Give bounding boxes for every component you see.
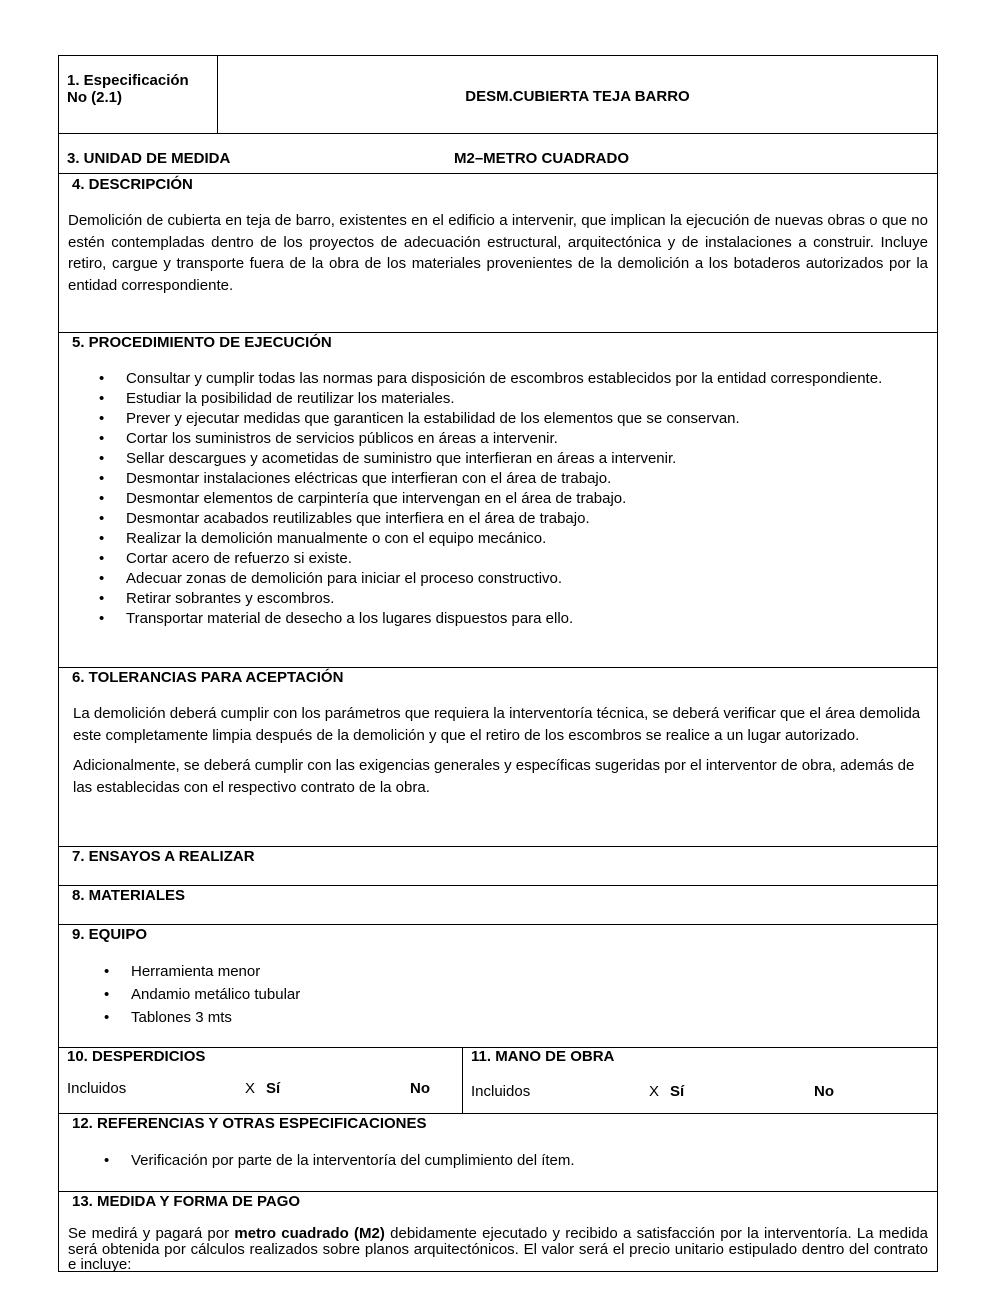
labor-yes-option: Sí — [670, 1083, 685, 1100]
waste-cell — [59, 1048, 463, 1113]
references-section — [59, 1114, 937, 1192]
materials-title: 8. MATERIALES — [72, 887, 186, 904]
references-list — [59, 1151, 928, 1171]
tolerances-title: 6. TOLERANCIAS PARA ACEPTACIÓN — [72, 669, 344, 686]
labor-mark: X — [649, 1083, 660, 1100]
payment-title: 13. MEDIDA Y FORMA DE PAGO — [72, 1193, 301, 1210]
equipment-section — [59, 925, 937, 1048]
list-item: • Consultar y cumplir todas las normas para disposición de escombros establecidos por la entidad correspondiente. — [126, 369, 928, 389]
unit-row — [59, 134, 937, 174]
spec-header-row — [59, 56, 937, 134]
tests-title: 7. ENSAYOS A REALIZAR — [72, 848, 255, 865]
labor-title: 11. MANO DE OBRA — [471, 1048, 615, 1065]
tests-section — [59, 847, 937, 886]
payment-text-start: Se medirá y pagará por — [68, 1225, 235, 1242]
list-item: • Herramienta menor — [131, 960, 928, 983]
description-title: 4. DESCRIPCIÓN — [72, 176, 193, 193]
payment-unit-highlight: metro cuadrado (M2) — [234, 1225, 385, 1242]
waste-yes-option: Sí — [266, 1080, 281, 1097]
tolerances-section — [59, 668, 937, 847]
spec-number-label: 1. Especificación No (2.1) — [59, 56, 218, 133]
list-item: • Retirar sobrantes y escombros. — [126, 589, 928, 609]
payment-text — [68, 1226, 928, 1273]
waste-labor-row — [59, 1048, 937, 1114]
list-item: • Cortar los suministros de servicios públicos en áreas a intervenir. — [126, 429, 928, 449]
waste-title: 10. DESPERDICIOS — [67, 1048, 206, 1065]
list-item: • Desmontar acabados reutilizables que interfiera en el área de trabajo. — [126, 509, 928, 529]
list-item: • Transportar material de desecho a los lugares dispuestos para ello. — [126, 609, 928, 629]
list-item: • Desmontar instalaciones eléctricas que interfieran con el área de trabajo. — [126, 469, 928, 489]
waste-mark: X — [245, 1080, 256, 1097]
procedure-list — [59, 369, 928, 629]
equipment-list — [59, 960, 928, 1029]
list-item: • Tablones 3 mts — [131, 1006, 928, 1029]
labor-cell — [463, 1048, 937, 1113]
description-text: Demolición de cubierta en teja de barro, existentes en el edificio a intervenir, que implican la ejecución de nuevas obras o que no estén contempladas dentro de los proyectos de adecuación estructural, arquitectónica y de instalaciones a construir. Incluye retiro, cargue y transporte fuera de la obra de los materiales provenientes de la demolición a los botaderos autorizados por la entidad correspondiente. — [68, 212, 928, 294]
payment-text-end: debidamente ejecutado y recibido a satisfacción por la interventoría. La medida será obtenida por cálculos realizados sobre planos arquitectónicos. El valor será el precio unitario estipulado dentro del contrato e incluye: — [68, 1225, 928, 1273]
unit-value: M2–METRO CUADRADO — [454, 150, 630, 167]
list-item: • Desmontar elementos de carpintería que intervengan en el área de trabajo. — [126, 489, 928, 509]
references-title: 12. REFERENCIAS Y OTRAS ESPECIFICACIONES — [72, 1115, 427, 1132]
labor-included-label: Incluidos — [471, 1083, 531, 1100]
waste-included-label: Incluidos — [67, 1080, 127, 1097]
procedure-section — [59, 333, 937, 668]
labor-no-option: No — [814, 1083, 834, 1100]
list-item: • Prever y ejecutar medidas que garanticen la estabilidad de los elementos que se conservan. — [126, 409, 928, 429]
list-item: • Realizar la demolición manualmente o con el equipo mecánico. — [126, 529, 928, 549]
list-item: • Estudiar la posibilidad de reutilizar los materiales. — [126, 389, 928, 409]
waste-no-option: No — [410, 1080, 430, 1097]
list-item: • Cortar acero de refuerzo si existe. — [126, 549, 928, 569]
description-section — [59, 174, 937, 333]
procedure-title: 5. PROCEDIMIENTO DE EJECUCIÓN — [72, 334, 332, 351]
specification-sheet — [58, 55, 938, 1272]
tolerances-text: La demolición deberá cumplir con los parámetros que requiera la interventoría técnica, se deberá verificar que el área demolida este completamente limpia después de la demolición y que el retiro de los escombros se realice a un lugar autorizado. — [73, 705, 921, 744]
payment-section — [59, 1192, 937, 1271]
list-item: • Andamio metálico tubular — [131, 983, 928, 1006]
materials-section — [59, 886, 937, 925]
list-item: • Verificación por parte de la interventoría del cumplimiento del ítem. — [131, 1151, 928, 1171]
list-item: • Sellar descargues y acometidas de suministro que interfieran en áreas a intervenir. — [126, 449, 928, 469]
tolerances-additional-text: Adicionalmente, se deberá cumplir con las exigencias generales y específicas sugeridas por el interventor de obra, además de las establecidas con el respectivo contrato de la obra. — [73, 757, 915, 796]
spec-title: DESM.CUBIERTA TEJA BARRO — [465, 88, 690, 105]
unit-label: 3. UNIDAD DE MEDIDA — [67, 150, 231, 167]
list-item: • Adecuar zonas de demolición para iniciar el proceso constructivo. — [126, 569, 928, 589]
equipment-title: 9. EQUIPO — [72, 926, 148, 943]
